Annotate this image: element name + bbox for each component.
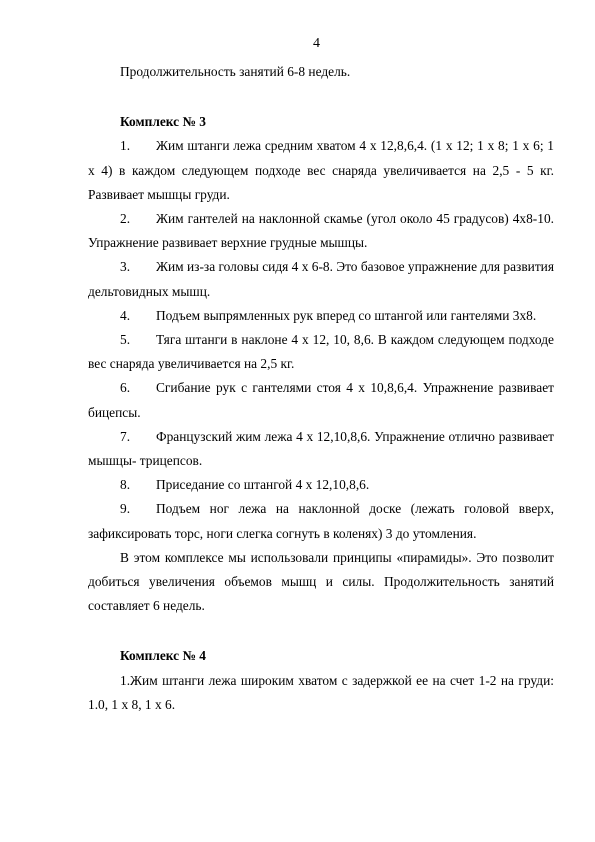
- list-item-text: Французский жим лежа 4 х 12,10,8,6. Упражнение отлично развивает мышцы- трицепсов.: [88, 428, 554, 469]
- page-number: 4: [313, 36, 320, 51]
- list-item: [88, 473, 554, 497]
- list-item-number: 8.: [120, 477, 131, 493]
- list-item: [88, 328, 554, 376]
- list-item: [88, 255, 554, 303]
- complex3-heading: Комплекс № 3: [120, 114, 206, 130]
- complex3-conclusion: В этом комплексе мы использовали принципы «пирамиды». Это позволит добиться увеличения объемов мышц и силы. Продолжительность занятий составляет 6 недель.: [88, 549, 554, 614]
- spacer: [88, 618, 554, 644]
- intro-paragraph: Продолжительность занятий 6-8 недель.: [120, 64, 351, 79]
- list-item-text: Сгибание рук с гантелями стоя 4 х 10,8,6,4. Упражнение развивает бицепсы.: [88, 380, 554, 420]
- list-item-number: 5.: [120, 332, 131, 348]
- complex4-heading: Комплекс № 4: [120, 648, 206, 664]
- list-item-text: Подъем выпрямленных рук вперед со штангой или гантелями 3х8.: [156, 307, 537, 323]
- list-item-number: 3.: [120, 259, 131, 275]
- list-item-number: 9.: [120, 501, 131, 517]
- list-item-text: Тяга штанги в наклоне 4 х 12, 10, 8,6. В каждом следующем подходе вес снаряда увеличивается на 2,5 кг.: [88, 332, 554, 372]
- list-item: [88, 497, 554, 545]
- list-item-number: 2.: [120, 211, 131, 227]
- list-item-number: 7.: [120, 428, 131, 444]
- complex4-item-1: 1.Жим штанги лежа широким хватом с задержкой ее на счет 1-2 на груди: 1.0, 1 х 8, 1 х 6.: [88, 672, 554, 712]
- list-item-text: Приседание со штангой 4 х 12,10,8,6.: [156, 477, 370, 493]
- list-item-text: Жим гантелей на наклонной скамье (угол около 45 градусов) 4х8-10. Упражнение развивает верхние грудные мышцы.: [88, 211, 554, 251]
- list-item: [88, 207, 554, 255]
- document-body: [88, 60, 554, 717]
- list-item-text: Жим из-за головы сидя 4 х 6-8. Это базовое упражнение для развития дельтовидных мышц.: [88, 259, 554, 299]
- list-item-text: Подъем ног лежа на наклонной доске (лежать головой вверх, зафиксировать торс, ноги слегка согнуть в коленях) 3 до утомления.: [88, 501, 554, 541]
- list-item-text: Жим штанги лежа средним хватом 4 х 12,8,6,4. (1 х 12; 1 х 8; 1 х 6; 1 х 4) в каждом следующем подходе вес снаряда увеличивается на 2,5 - 5 кг. Развивает мышцы груди.: [88, 138, 554, 202]
- list-item: [88, 376, 554, 424]
- list-item: [88, 425, 554, 473]
- list-item: [88, 304, 554, 328]
- list-item-number: 1.: [120, 138, 131, 154]
- spacer: [88, 84, 554, 110]
- list-item: [88, 134, 554, 207]
- list-item-number: 6.: [120, 380, 131, 396]
- list-item-number: 4.: [120, 307, 131, 323]
- complex3-list: [88, 134, 554, 545]
